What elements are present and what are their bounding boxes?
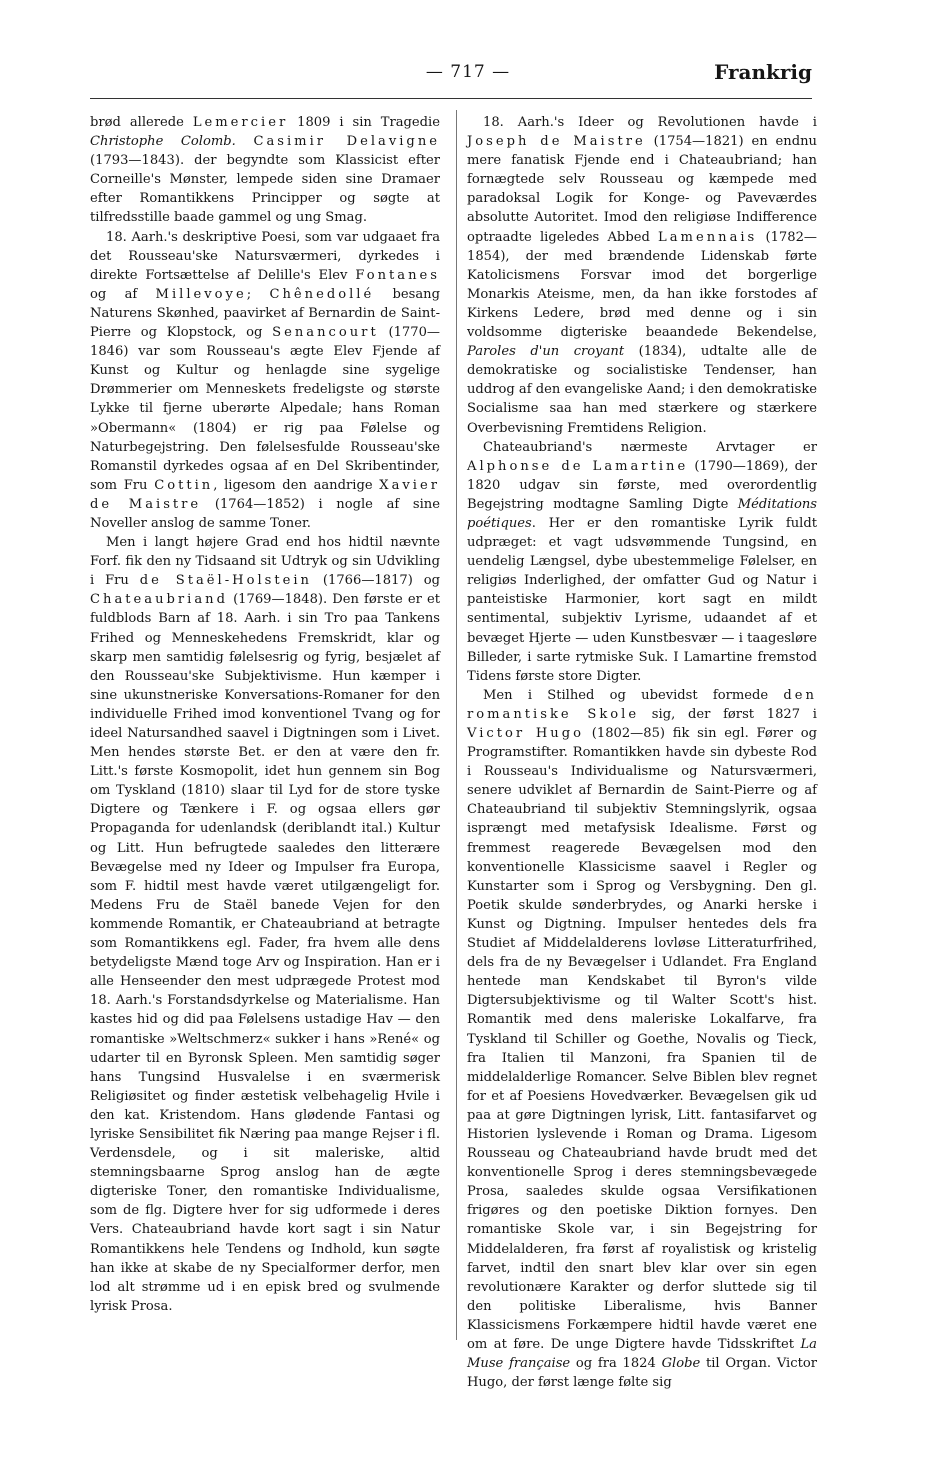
page-number: — 717 — <box>425 62 511 82</box>
right-paragraph-1: 18. Aarh.'s Ideer og Revolutionen havde i Joseph de Maistre (1754—1821) en endnu mere fanatisk Fjende end i Chateaubriand; han fornægtede selv Rousseau og kæmpede med paradoksal Logik for Konge- og Paveværdes absolutte Autoritet. Imod den religiøse Indifference optraadte ligeledes Abbed Lamennais (1782—1854), der med brændende Lidenskab førte Katolicismens Forsvar imod det borgerlige Monarkis Ateisme, men, da han ikke forstodes af Kirkens Ledere, brød med denne og i sin voldsomme digteriske beaandede Bekendelse, Paroles d'un croyant (1834), udtalte alle de demokratiske og socialistiske Tendenser, han uddrog af den evangeliske Aand; i den demokratiske Socialisme saa han med stærkere og stærkere Overbevisning Fremtidens Religion. <box>467 115 818 436</box>
header-rule <box>90 98 812 99</box>
italic-title: Méditations poétiques <box>467 496 817 531</box>
spaced-name: Millevoye <box>155 286 247 302</box>
spaced-name: Lamennais <box>658 229 758 245</box>
spaced-name: Joseph de Maistre <box>467 134 646 150</box>
spaced-name: de Staël-Holstein <box>139 573 312 589</box>
spaced-name: Xavier de Maistre <box>90 477 440 512</box>
spaced-name: Chênedollé <box>269 286 375 302</box>
spaced-name: Lemercier <box>192 115 289 130</box>
spaced-name: Victor Hugo <box>467 726 585 741</box>
italic-title: Paroles d'un croyant <box>467 344 625 360</box>
left-column <box>90 113 440 1316</box>
spaced-name: Senancourt <box>272 325 379 341</box>
italic-title: Globe <box>661 1356 701 1372</box>
right-paragraph-3: Men i Stilhed og ubevidst formede den romantiske Skole sig, der først 1827 i Victor Hugo (1802—85) fik sin egl. Fører og Programstifter. Romantikken havde sin dybeste Rod i Rousseau's Individualisme og Natursværmeri, senere udviklet af Bernardin de Saint-Pierre og af Chateaubriand til subjektiv Stemningslyrik, ogsaa isprængt med metafysisk Idealisme. Først og fremmest reagerede Bevægelsen mod den konventionelle Klassicisme saavel i Regler og Kunstarter som i Sprog og Versbygning. Den gl. Poetik skulde sønderbrydes, og Anarki herske i Kunst og Digtning. Impulser hentedes dels fra Studiet af Middelalderens lovløse Litteraturfrihed, dels fra de ny Bevægelser i Udlandet. Fra England hentede man Kendskabet til Byron's vilde Digtersubjektivisme og til Walter Scott's hist. Romantik med dens maleriske Lokalfarve, fra Tyskland til Schiller og Goethe, Novalis og Tieck, fra Italien til Manzoni, fra Spanien til de middelalderlige Romancer. Selve Biblen blev regnet for et af Poesiens Hovedværker. Bevægelsen gik ud paa at gøre Digtningen lyrisk, Litt. fantasifarvet og Historien lyslevende i Roman og Drama. Ligesom Rousseau og Chateaubriand havde brudt med det konventionelle Sprog i deres stemningsbevægede Prosa, saaledes skulde ogsaa Versifikationen frigøres og den poetiske Diktion fornyes. Den romantiske Skole var, i sin Begejstring for Middelalderen, fra først af royalistisk og kristelig farvet, indtil den snart blev klar over sin egen revolutionære Karakter og derfor sluttede sig til den politiske Liberalisme, hvis Banner Klassicismens Forkæmpere hidtil havde været ene om at føre. De unge Digtere havde Tidsskriftet La Muse française og fra 1824 Globe til Organ. Victor Hugo, der først længe følte sig <box>467 687 817 1391</box>
right-column <box>467 113 817 1392</box>
left-paragraph-3: Men i langt højere Grad end hos hidtil nævnte Forf. fik den ny Tidsaand sit Udtryk og sin Udvikling i Fru de Staël-Holstein (1766—1817) og Chateaubriand (1769—1848). Den første er et fuldblods Barn af 18. Aarh. i sin Tro paa Tankens Frihed og Menneskehedens Fremskridt, klar og skarp men samtidig følelsesrig og fyrig, besjælet af den Rousseau'ske Subjektivisme. Hun kæmper i sine ukunstneriske Konversations-Romaner for den individuelle Frihed imod konventionel Tvang og for ideel Natursandhed saavel i Digtningen som i Livet. Men hendes største Bet. er den at være den fr. Litt.'s første Kosmopolit, idet hun gennem sin Bog om Tyskland (1810) slaar til Lyd for de store tyske Digtere og Tænkere i F. og ogsaa ellers gør Propaganda for udenlandsk (deriblandt ital.) Kultur og Litt. Hun befrugtede saaledes den litterære Bevægelse med ny Ideer og Impulser fra Europa, som F. hidtil mest havde været utilgængeligt for. Medens Fru de Staël banede Vejen for den kommende Romantik, er Chateaubriand at betragte som Romantikkens egl. Fader, fra hvem alle dens betydeligste Mænd toge Arv og Inspiration. Han er i alle Henseender den mest udprægede Protest mod 18. Aarh.'s Forstandsdyrkelse og Materialisme. Han kastes hid og did paa Følelsens ustadige Hav — den romantiske »Weltschmerz« sukker i hans »René« og udarter til en Byronsk Spleen. Men samtidig søger hans Tungsind Husvalelse i en sværmerisk Religiøsitet og finder æstetisk velbehagelig Hvile i den kat. Kristendom. Hans glødende Fantasi og lyriske Sensibilitet fik Næring paa mange Rejser i fl. Verdensdele, og i sit maleriske, altid stemningsbaarne Sprog anslog han de ægte digteriske Toner, den romantiske Individualisme, som de flg. Digtere hver for sig udformede i deres Vers. Chateaubriand havde kort sagt i sin Natur Romantikkens hele Tendens og Indhold, kun søgte han ikke at skabe de ny Specialformer derfor, men lod alt strømme ud i en episk bred og svulmende lyrisk Prosa. <box>90 535 440 1314</box>
italic-title: La Muse française <box>467 1337 817 1372</box>
spaced-name: Casimir Delavigne <box>253 134 441 150</box>
spaced-name: Fontanes <box>355 267 440 283</box>
running-head: Frankrig <box>714 60 812 84</box>
left-paragraph-1: brød allerede Lemercier 1809 i sin Tragedie Christophe Colomb. Casimir Delavigne (1793—1843). der begyndte som Klassicist efter Corneille's Mønster, lempede siden sine Dramaer efter Romantikkens Principper og søgte at tilfredsstille baade gammel og ung Smag. <box>90 115 441 226</box>
left-paragraph-2: 18. Aarh.'s deskriptive Poesi, som var udgaaet fra det Rousseau'ske Natursværmeri, dyrkedes i direkte Fortsættelse af Delille's Elev Fontanes og af Millevoye; Chênedollé besang Naturens Skønhed, paavirket af Bernardin de Saint-Pierre og Klopstock, og Senancourt (1770—1846) var som Rousseau's ægte Elev Fjende af Kunst og Kultur og henlagde sine sygelige Drømmerier om Menneskets fredeligste og største Lykke til fjerne uberørte Alpedale; hans Roman »Obermann« (1804) er rig paa Følelse og Naturbegejstring. Den følelsesfulde Rousseau'ske Romanstil dyrkedes ogsaa af en Del Skribentinder, som Fru Cottin, ligesom den aandrige Xavier de Maistre (1764—1852) i nogle af sine Noveller anslog de samme Toner. <box>90 229 441 531</box>
spaced-name: Alphonse de Lamartine <box>467 458 689 474</box>
right-paragraph-2: Chateaubriand's nærmeste Arvtager er Alphonse de Lamartine (1790—1869), der 1820 udgav sin første, med overordentlig Begejstring modtagne Samling Digte Méditations poétiques. Her er den romantiske Lyrik fuldt udpræget: et vagt udsvømmende Tungsind, en uendelig Længsel, dybe ubestemmelige Følelser, en religiøs Inderlighed, der omfatter Gud og Natur i panteistiske Harmonier, kort sagt en mildt sentimental, subjektiv Lyrisme, udaandet af et bevæget Hjerte — uden Kunstbesvær — i taagesløre Billeder, i sarte rytmiske Suk. I Lamartine fremstod Tidens første store Digter. <box>467 439 817 684</box>
column-divider <box>456 110 457 1340</box>
spaced-name: Chateaubriand <box>90 592 228 608</box>
spaced-name: Cottin <box>154 477 214 493</box>
spaced-name: den romantiske Skole <box>467 687 817 722</box>
italic-title: Christophe Colomb. <box>90 134 236 150</box>
